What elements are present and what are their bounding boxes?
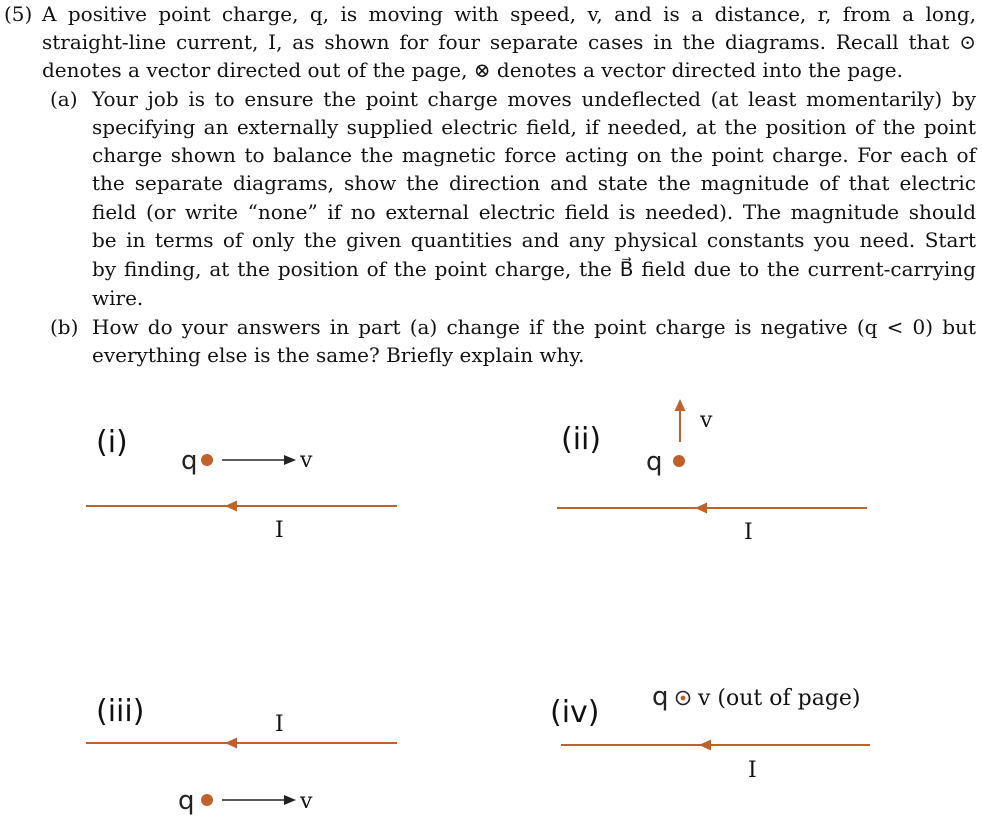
panel-iv-current-arrow	[699, 740, 711, 751]
panel-i-label: (i)	[96, 425, 128, 460]
panel-iii-current-label: I	[275, 712, 284, 737]
panel-iv-current-label: I	[748, 758, 757, 783]
panel-iii-charge-dot	[201, 794, 213, 806]
panel-iv	[550, 682, 870, 783]
part-a-line-6: be in terms of only the given quantities and any physical constants you need. Start	[92, 228, 976, 252]
part-a-line-4: the separate diagrams, show the direction and state the magnitude of that electric	[92, 171, 976, 195]
part-a-label: (a)	[50, 87, 78, 111]
panel-i	[86, 425, 397, 543]
part-a-line-1: Your job is to ensure the point charge moves undeflected (at least momentarily) by	[92, 87, 976, 111]
panel-iv-velocity-label: v (out of page)	[698, 686, 861, 711]
panel-iii-current-arrow	[225, 738, 237, 749]
panel-i-charge-dot	[201, 454, 213, 466]
panel-iv-label: (iv)	[550, 695, 600, 730]
panel-ii-label: (ii)	[561, 422, 602, 457]
panel-ii-charge-label: q	[646, 447, 663, 477]
part-a-line-7: by finding, at the position of the point charge, the B⃗ field due to the current-carrying	[92, 257, 976, 281]
panel-ii	[557, 399, 867, 545]
intro-line-2: straight-line current, I, as shown for four separate cases in the diagrams. Recall that ⊙	[42, 30, 976, 54]
part-a-line-5: field (or write “none” if no external electric field is needed). The magnitude should	[92, 200, 976, 224]
panel-i-charge-label: q	[181, 446, 198, 476]
panel-iii-velocity-label: v	[300, 789, 313, 814]
panel-i-current-label: I	[275, 518, 284, 543]
part-b-line-1: How do your answers in part (a) change if the point charge is negative (q < 0) but	[92, 315, 976, 339]
panel-iv-charge-label: q	[652, 682, 669, 712]
part-b-line-2: everything else is the same? Briefly explain why.	[92, 343, 585, 367]
panel-ii-velocity-label: v	[700, 408, 713, 433]
part-b-label: (b)	[50, 315, 79, 339]
panel-i-current-arrow	[225, 501, 237, 512]
panel-ii-charge-dot	[673, 455, 685, 467]
intro-line-3: denotes a vector directed out of the page, ⊗ denotes a vector directed into the page.	[42, 58, 903, 82]
panel-iv-charge-dot	[681, 696, 686, 701]
panel-iii-label: (iii)	[96, 694, 145, 729]
panel-i-velocity-label: v	[300, 448, 313, 473]
panel-iii	[86, 694, 397, 816]
panel-ii-current-arrow	[695, 503, 707, 514]
panel-iii-charge-label: q	[178, 786, 195, 816]
part-a-line-3: charge shown to balance the magnetic force acting on the point charge. For each of	[92, 143, 976, 167]
intro-line-1: A positive point charge, q, is moving with speed, v, and is a distance, r, from a long,	[42, 2, 976, 26]
part-a-line-2: specifying an externally supplied electric field, if needed, at the position of the point	[92, 115, 976, 139]
part-a-line-8: wire.	[92, 286, 144, 310]
panel-ii-current-label: I	[744, 520, 753, 545]
problem-number: (5)	[4, 2, 33, 26]
